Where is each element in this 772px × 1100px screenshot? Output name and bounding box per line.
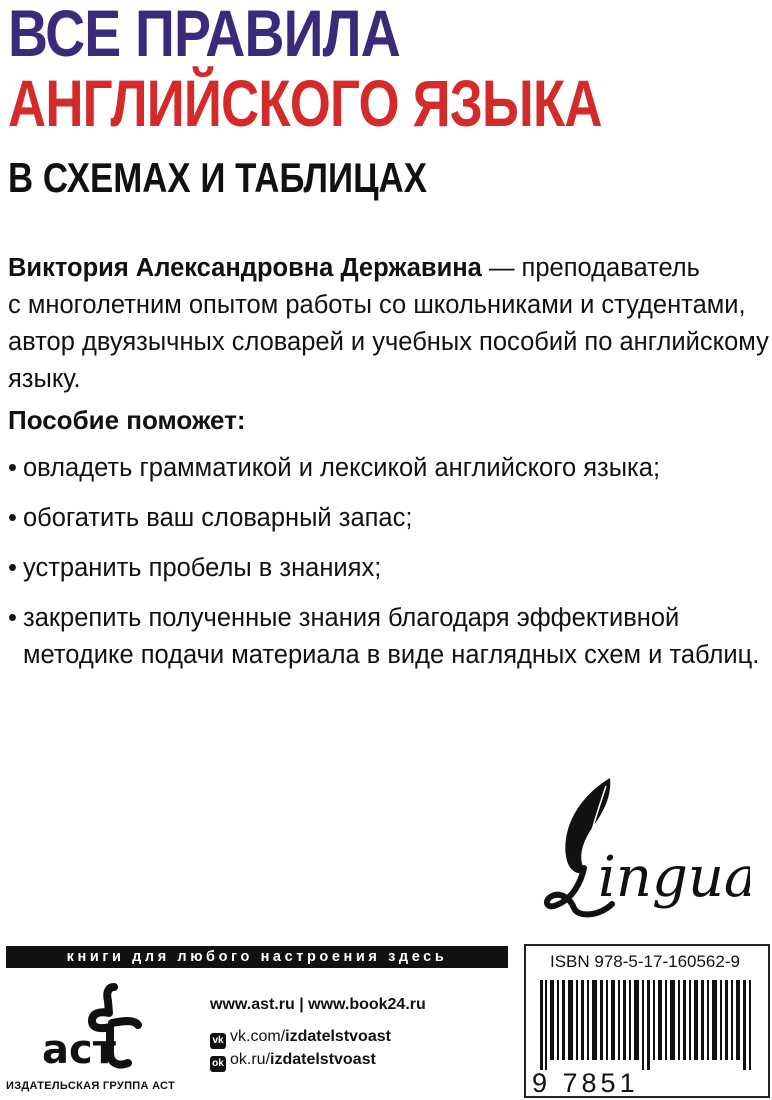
publisher-label: ИЗДАТЕЛЬСКАЯ ГРУППА АСТ [6, 1080, 176, 1092]
author-name: Виктория Александровна Державина [8, 254, 482, 282]
author-description [8, 250, 768, 398]
vk-icon: vk [210, 1033, 226, 1049]
author-line-2: с многолетним опытом работы со школьниками и студентами, [8, 291, 746, 319]
lingua-logo [540, 776, 750, 926]
title-line-1: ВСЕ ПРАВИЛА [8, 0, 400, 70]
author-line-3: автор двуязычных словарей и учебных пособий по английскому [8, 328, 769, 356]
bullet-icon: • [8, 554, 17, 582]
ast-logo [38, 983, 148, 1073]
ok-link: ok ok.ru/izdatelstvoast [210, 1051, 376, 1072]
ean-digits: 9 7851 [532, 1068, 639, 1098]
website-links: www.ast.ru | www.book24.ru [210, 996, 426, 1013]
list-item: • обогатить ваш словарный запас; [8, 500, 768, 537]
lingua-wordmark: ingua [598, 845, 750, 910]
author-line-4: языку. [8, 365, 81, 393]
list-item: • закрепить полученные знания благодаря эффективной методике подачи материала в виде наглядных схем и таблиц. [8, 600, 768, 674]
isbn-label: ISBN 978-5-17-160562-9 [550, 952, 740, 971]
ast-logo-text: аст [42, 1027, 116, 1073]
author-line-1: Виктория Александровна Державина — преподаватель [8, 254, 700, 282]
ok-icon: ok [210, 1056, 226, 1072]
bullet-icon: • [8, 604, 17, 632]
list-item: • устранить пробелы в знаниях; [8, 550, 768, 587]
ean-blur-overlay [640, 1070, 762, 1096]
barcode-icon [540, 980, 764, 1070]
feather-icon [540, 776, 750, 926]
vk-link: vk vk.com/izdatelstvoast [210, 1028, 391, 1049]
tagline-bar: книги для любого настроения здесь [6, 946, 508, 968]
benefits-list [8, 450, 768, 687]
title-line-2: АНГЛИЙСКОГО ЯЗЫКА [8, 66, 602, 140]
bullet-icon: • [8, 504, 17, 532]
bullet-icon: • [8, 454, 17, 482]
ast-logo-graphic [38, 983, 148, 1073]
list-item: • овладеть грамматикой и лексикой английского языка; [8, 450, 768, 487]
subtitle: В СХЕМАХ И ТАБЛИЦАХ [8, 154, 427, 201]
benefits-heading: Пособие поможет: [8, 405, 246, 435]
